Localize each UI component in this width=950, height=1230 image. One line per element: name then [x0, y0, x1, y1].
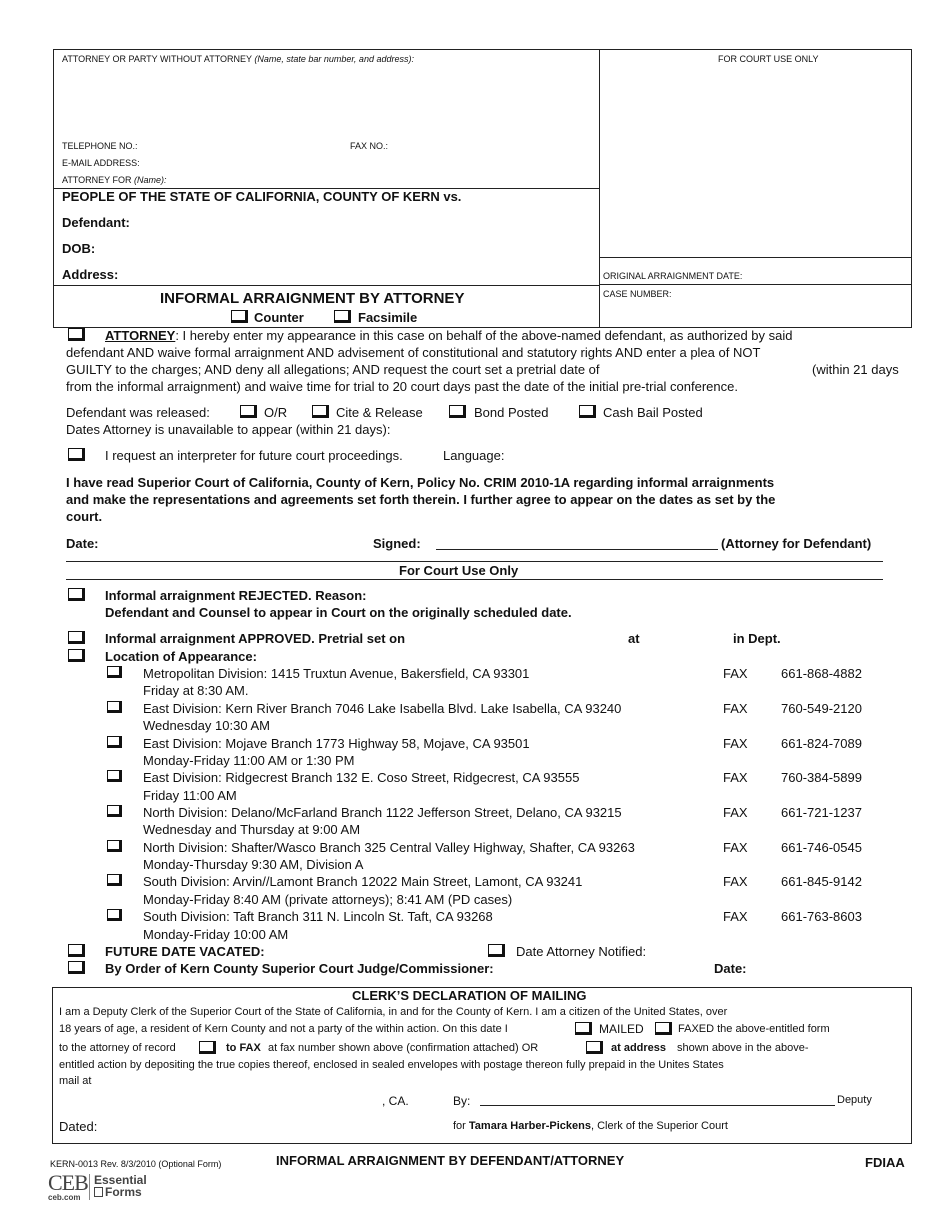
court-use-bottom-rule [66, 579, 883, 580]
logo-divider [89, 1174, 90, 1200]
released-label: Defendant was released: [66, 405, 210, 420]
people-line: PEOPLE OF THE STATE OF CALIFORNIA, COUNTY OF KERN vs. [62, 189, 462, 204]
to-fax-checkbox[interactable] [199, 1041, 216, 1054]
facsimile-label: Facsimile [358, 310, 418, 325]
location-fax: 661-845-9142 [781, 874, 862, 889]
or-checkbox[interactable] [240, 405, 257, 418]
location-hours: Monday-Friday 11:00 AM or 1:30 PM [143, 753, 355, 768]
statement-line-1: I have read Superior Court of California, County of Kern, Policy No. CRIM 2010-1A regarding informal arraignments [66, 475, 775, 490]
cite-release-checkbox[interactable] [312, 405, 329, 418]
location-checkbox-delano[interactable] [107, 805, 122, 817]
attorney-notified-checkbox[interactable] [488, 944, 505, 957]
clerk-dated: Dated: [59, 1119, 98, 1134]
location-hours: Wednesday and Thursday at 9:00 AM [143, 822, 361, 837]
signature-line[interactable] [436, 549, 718, 550]
attorney-line-2: defendant AND waive formal arraignment AND advisement of constitutional and statutory rights AND enter a plea of NOT [66, 345, 761, 360]
court-use-heading: For Court Use Only [399, 563, 519, 578]
form-title: INFORMAL ARRAIGNMENT BY ATTORNEY [160, 290, 465, 307]
attorney-line-3-end: (within 21 days [812, 362, 899, 377]
attorney-line-4: from the informal arraignment) and waive time for trial to 20 court days past the date of the initial pre-trial conference. [66, 379, 738, 394]
statement-line-3: court. [66, 509, 103, 524]
bond-posted-label: Bond Posted [474, 405, 549, 420]
vacated-label: FUTURE DATE VACATED: [105, 944, 265, 959]
vacated-checkbox[interactable] [68, 944, 85, 957]
clerk-line-1: I am a Deputy Clerk of the Superior Court of the State of California, in and for the County of Kern. I am a citizen of the United States, over [59, 1006, 728, 1018]
location-name: East Division: Mojave Branch 1773 Highway 58, Mojave, CA 93501 [143, 736, 530, 751]
form-id: KERN-0013 Rev. 8/3/2010 (Optional Form) [50, 1159, 222, 1169]
attorney-for-label: ATTORNEY FOR (Name): [62, 175, 167, 185]
clerk-by: By: [453, 1094, 471, 1108]
language-label: Language: [443, 448, 505, 463]
location-checkbox-mojave[interactable] [107, 736, 122, 748]
unavailable-label: Dates Attorney is unavailable to appear (within 21 days): [66, 422, 391, 437]
arraignment-divider [599, 284, 912, 285]
counter-checkbox[interactable] [231, 310, 248, 323]
ceb-logo: CEB ceb.com [48, 1170, 88, 1202]
case-number-label: CASE NUMBER: [603, 289, 672, 299]
location-checkbox-metropolitan[interactable] [107, 666, 122, 678]
clerk-for-line: for Tamara Harber-Pickens, Clerk of the Superior Court [453, 1120, 728, 1132]
approved-at: at [628, 631, 640, 646]
location-hours: Monday-Friday 8:40 AM (private attorneys); 8:41 AM (PD cases) [143, 892, 513, 907]
location-fax-label: FAX [723, 736, 748, 751]
location-checkbox-shafter[interactable] [107, 840, 122, 852]
to-fax-label: to FAX [226, 1042, 261, 1054]
mailed-checkbox[interactable] [575, 1022, 592, 1035]
bond-posted-checkbox[interactable] [449, 405, 466, 418]
cite-release-label: Cite & Release [336, 405, 423, 420]
footer-code: FDIAA [865, 1155, 905, 1170]
clerk-line-3a: to the attorney of record [59, 1042, 176, 1054]
at-address-checkbox[interactable] [586, 1041, 603, 1054]
essential-forms-logo: Essential Forms [94, 1173, 147, 1199]
facsimile-checkbox[interactable] [334, 310, 351, 323]
location-fax-label: FAX [723, 701, 748, 716]
location-checkbox[interactable] [68, 649, 85, 662]
location-fax-label: FAX [723, 770, 748, 785]
faxed-checkbox[interactable] [655, 1022, 672, 1035]
mailed-label: MAILED [599, 1022, 644, 1036]
defendant-label: Defendant: [62, 215, 130, 230]
email-label: E-MAIL ADDRESS: [62, 158, 140, 168]
clerk-deputy: Deputy [837, 1094, 872, 1106]
original-arraignment-label: ORIGINAL ARRAIGNMENT DATE: [603, 271, 743, 281]
by-order-label: By Order of Kern County Superior Court Judge/Commissioner: [105, 961, 494, 976]
address-divider [53, 285, 599, 286]
rejected-checkbox[interactable] [68, 588, 85, 601]
location-fax: 661-824-7089 [781, 736, 862, 751]
attorney-notified-label: Date Attorney Notified: [516, 944, 647, 959]
counter-label: Counter [254, 310, 304, 325]
location-fax: 661-746-0545 [781, 840, 862, 855]
clerk-heading: CLERK’S DECLARATION OF MAILING [352, 988, 587, 1003]
location-hours: Wednesday 10:30 AM [143, 718, 270, 733]
attorney-line-3: GUILTY to the charges; AND deny all allegations; AND request the court set a pretrial date of [66, 362, 600, 377]
court-use-divider [599, 257, 912, 258]
telephone-label: TELEPHONE NO.: [62, 141, 138, 151]
clerk-line-5: mail at [59, 1075, 92, 1087]
court-use-only-label: FOR COURT USE ONLY [718, 54, 819, 64]
location-fax: 661-763-8603 [781, 909, 862, 924]
location-fax-label: FAX [723, 874, 748, 889]
location-fax: 661-721-1237 [781, 805, 862, 820]
location-hours: Monday-Thursday 9:30 AM, Division A [143, 857, 364, 872]
order-date-label: Date: [714, 961, 747, 976]
attorney-checkbox[interactable] [68, 328, 85, 341]
location-name: South Division: Arvin//Lamont Branch 12022 Main Street, Lamont, CA 93241 [143, 874, 583, 889]
location-name: South Division: Taft Branch 311 N. Lincoln St. Taft, CA 93268 [143, 909, 493, 924]
header-divider [599, 49, 600, 328]
court-use-top-rule [66, 561, 883, 562]
forms-icon [94, 1187, 103, 1197]
location-name: North Division: Shafter/Wasco Branch 325 Central Valley Highway, Shafter, CA 93263 [143, 840, 635, 855]
location-fax: 760-549-2120 [781, 701, 862, 716]
location-hours: Friday at 8:30 AM. [143, 683, 249, 698]
attorney-label: ATTORNEY OR PARTY WITHOUT ATTORNEY (Name, state bar number, and address): [62, 54, 414, 64]
date-label: Date: [66, 536, 99, 551]
clerk-line-3b: at fax number shown above (confirmation attached) OR [268, 1042, 539, 1054]
location-checkbox-lamont[interactable] [107, 874, 122, 886]
location-name: Metropolitan Division: 1415 Truxtun Avenue, Bakersfield, CA 93301 [143, 666, 530, 681]
address-label: Address: [62, 267, 119, 282]
location-name: East Division: Ridgecrest Branch 132 E. Coso Street, Ridgecrest, CA 93555 [143, 770, 580, 785]
clerk-line-2: 18 years of age, a resident of Kern County and not a party of the within action. On this date I [59, 1023, 508, 1035]
or-label: O/R [264, 405, 288, 420]
location-checkbox-kern-river[interactable] [107, 701, 122, 713]
by-order-checkbox[interactable] [68, 961, 85, 974]
location-name: East Division: Kern River Branch 7046 Lake Isabella Blvd. Lake Isabella, CA 93240 [143, 701, 622, 716]
signature-role: (Attorney for Defendant) [721, 536, 872, 551]
approved-checkbox[interactable] [68, 631, 85, 644]
location-fax-label: FAX [723, 840, 748, 855]
cash-bail-checkbox[interactable] [579, 405, 596, 418]
faxed-label: FAXED the above-entitled form [678, 1023, 830, 1035]
signed-label: Signed: [373, 536, 421, 551]
cash-bail-label: Cash Bail Posted [603, 405, 703, 420]
clerk-ca: , CA. [382, 1094, 409, 1108]
location-name: North Division: Delano/McFarland Branch 1122 Jefferson Street, Delano, CA 93215 [143, 805, 622, 820]
location-fax-label: FAX [723, 805, 748, 820]
at-address-label: at address [611, 1042, 667, 1054]
location-fax-label: FAX [723, 666, 748, 681]
location-fax-label: FAX [723, 909, 748, 924]
fax-label: FAX NO.: [350, 141, 389, 151]
approved-label: Informal arraignment APPROVED. Pretrial set on [105, 631, 406, 646]
clerk-signature-line[interactable] [480, 1105, 835, 1106]
interpreter-checkbox[interactable] [68, 448, 85, 461]
clerk-line-3c: shown above in the above- [677, 1042, 809, 1054]
clerk-line-4: entitled action by depositing the true copies thereof, enclosed in sealed envelopes with postage thereon fully prepaid in the Unites States [59, 1059, 724, 1071]
dob-label: DOB: [62, 241, 96, 256]
location-checkbox-taft[interactable] [107, 909, 122, 921]
rejected-label: Informal arraignment REJECTED. Reason: [105, 588, 367, 603]
location-hours: Monday-Friday 10:00 AM [143, 927, 289, 942]
location-fax: 760-384-5899 [781, 770, 862, 785]
attorney-line-1: ATTORNEY: I hereby enter my appearance in this case on behalf of the above-named defendant, as authorized by said [105, 328, 793, 343]
interpreter-label: I request an interpreter for future court proceedings. [105, 448, 403, 463]
footer-title: INFORMAL ARRAIGNMENT BY DEFENDANT/ATTORNEY [276, 1153, 625, 1168]
location-fax: 661-868-4882 [781, 666, 862, 681]
statement-line-2: and make the representations and agreements set forth therein. I further agree to appear on the dates as set by the [66, 492, 776, 507]
location-label: Location of Appearance: [105, 649, 257, 664]
approved-dept: in Dept. [733, 631, 781, 646]
location-hours: Friday 11:00 AM [143, 788, 237, 803]
location-checkbox-ridgecrest[interactable] [107, 770, 122, 782]
rejected-sub: Defendant and Counsel to appear in Court on the originally scheduled date. [105, 605, 572, 620]
